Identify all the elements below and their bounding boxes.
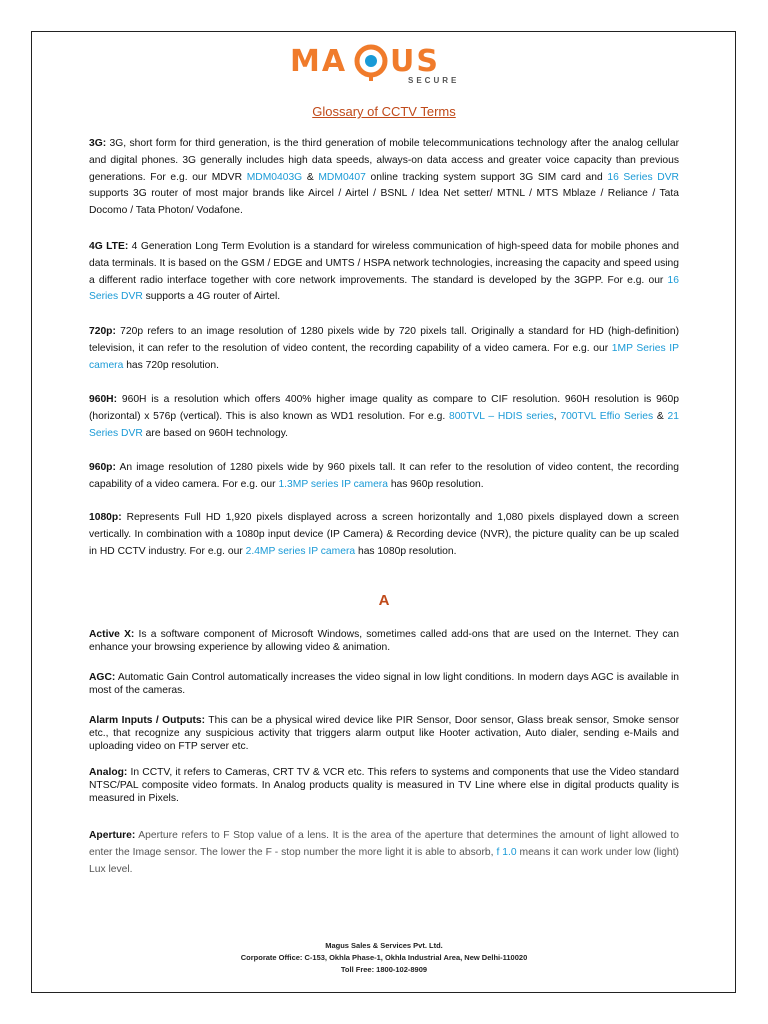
logo-eye-icon [354, 44, 388, 82]
definition-text: & [302, 171, 319, 183]
product-link[interactable]: MDM0403G [246, 171, 303, 183]
logo-text-right: US [390, 44, 440, 79]
definition-text: supports a 4G router of Airtel. [142, 291, 281, 303]
definition-text: supports 3G router of most major brands like Aircel / Airtel / BSNL / Idea Net setter/ MTNL / MTS Mblaze / Reliance / Tata Docomo / Tata Photon/ Vodafone. [89, 188, 679, 217]
logo-text-left: MA [290, 44, 348, 79]
term: 4G LTE: [89, 241, 129, 252]
term: Alarm Inputs / Outputs: [89, 715, 206, 726]
term: Active X: [89, 629, 135, 640]
entry-agc [89, 672, 679, 698]
product-link[interactable]: f 1.0 [496, 846, 517, 858]
definition-text: are based on 960H technology. [142, 427, 289, 439]
definition-text: online tracking system support 3G SIM card and [365, 171, 608, 183]
entry-aperture [89, 828, 679, 878]
definition-text: Automatic Gain Control automatically increases the video signal in low light conditions. In modern days AGC is available in most of the cameras. [89, 672, 679, 696]
logo-subtext: SECURE [408, 76, 460, 85]
entry-active-x [89, 629, 679, 655]
definition-text: 960H is a resolution which offers 400% higher image quality as compare to CIF resolution. 960H resolution is 960p (horizontal) x 576p (vertical). This is also known as WD1 resolution. For e.g. [89, 394, 679, 422]
product-link[interactable]: 1MP Series IP camera [89, 342, 679, 371]
term: 1080p: [89, 512, 122, 523]
term: 720p: [89, 326, 116, 337]
term: 960H: [89, 394, 118, 405]
definition-text: An image resolution of 1280 pixels wide by 960 pixels tall. It can refer to the resolution of video content, the recording capability of a video camera. For e.g. our [89, 462, 679, 490]
entry-960p [89, 460, 679, 494]
entry-960h [89, 392, 679, 442]
definition-text: 3G, short form for third generation, is the third generation of mobile telecommunications technology after the analog cellular and digital phones. 3G generally includes high data speeds, always-on data access and greater voice capacity than previous generations. For e.g. our MDVR [89, 138, 679, 183]
term: AGC: [89, 672, 116, 683]
page-footer [0, 940, 768, 976]
product-link[interactable]: 2.4MP series IP camera [245, 545, 356, 557]
entry-alarm-io [89, 715, 679, 753]
section-letter-a: A [378, 592, 390, 609]
product-link[interactable]: 700TVL Effio Series [560, 410, 654, 422]
definition-text: has 1080p resolution. [355, 545, 457, 557]
definition-text: Is a software component of Microsoft Windows, sometimes called add-ons that are used on the Internet. They can enhance your browsing experience by allowing video & animation. [89, 629, 679, 653]
definition-text: means it can work under low (light) Lux level. [89, 846, 679, 875]
definition-text: , [553, 410, 561, 422]
definition-text: 4 Generation Long Term Evolution is a standard for wireless communication of high-speed data for mobile phones and data terminals. It is based on the GSM / EDGE and UMTS / HSPA network technologies, increasing the capacity and speed using a different radio interface together with core network improvements. The standard is developed by the 3GPP. For e.g. our [89, 241, 679, 286]
entry-analog [89, 767, 679, 805]
product-link[interactable]: 800TVL – HDIS series [448, 410, 554, 422]
product-link[interactable]: 16 Series DVR [89, 274, 679, 303]
product-link[interactable]: MDM0407 [318, 171, 366, 183]
definition-text: Represents Full HD 1,920 pixels displayed across a screen horizontally and 1,080 pixels displayed down a screen vertically. In combination with a 1080p input device (IP Camera) & Recording device (NVR), the picture quality can be up scaled in HD CCTV industry. For e.g. our [89, 512, 679, 557]
footer-company: Magus Sales & Services Pvt. Ltd. [325, 941, 443, 950]
entry-4g-lte [89, 239, 679, 306]
term: 960p: [89, 462, 116, 473]
product-link[interactable]: 21 Series DVR [89, 410, 680, 439]
entry-1080p [89, 510, 679, 560]
definition-text: & [653, 410, 668, 422]
document-title: Glossary of CCTV Terms [312, 104, 456, 119]
definition-text: has 720p resolution. [123, 359, 219, 371]
definition-text: has 960p resolution. [387, 478, 484, 490]
term: 3G: [89, 138, 107, 149]
footer-tollfree: Toll Free: 1800-102-8909 [340, 965, 428, 974]
magus-logo [290, 42, 470, 90]
definition-text: In CCTV, it refers to Cameras, CRT TV & VCR etc. This refers to systems and components that use the Video standard NTSC/PAL composite video formats. In Analog products quality is measured in TV Line where else in digital products quality is measured in Pixels. [89, 767, 679, 804]
entry-3g [89, 136, 679, 220]
product-link[interactable]: 16 Series DVR [607, 171, 679, 183]
footer-address: Corporate Office: C-153, Okhla Phase-1, Okhla Industrial Area, New Delhi-110020 [240, 953, 528, 962]
definition-text: This can be a physical wired device like PIR Sensor, Door sensor, Glass break sensor, Smoke sensor etc., that recognize any suspicious activity that triggers alarm output like Hooter activation, Auto dialer, sending e-Mails and uploading video on FTP server etc. [89, 715, 679, 752]
term: Analog: [89, 767, 128, 778]
product-link[interactable]: 1.3MP series IP camera [278, 478, 388, 490]
definition-text: Aperture refers to F Stop value of a lens. It is the area of the aperture that determines the amount of light allowed to enter the Image sensor. The lower the F - stop number the more light it is able to absorb, [89, 830, 679, 858]
definition-text: 720p refers to an image resolution of 1280 pixels wide by 720 pixels tall. Originally a standard for HD (high-definition) television, it can refer to the resolution of video content, the recording capability of a video camera. For e.g. our [89, 326, 679, 354]
entry-720p [89, 324, 679, 374]
term: Aperture: [89, 830, 136, 841]
